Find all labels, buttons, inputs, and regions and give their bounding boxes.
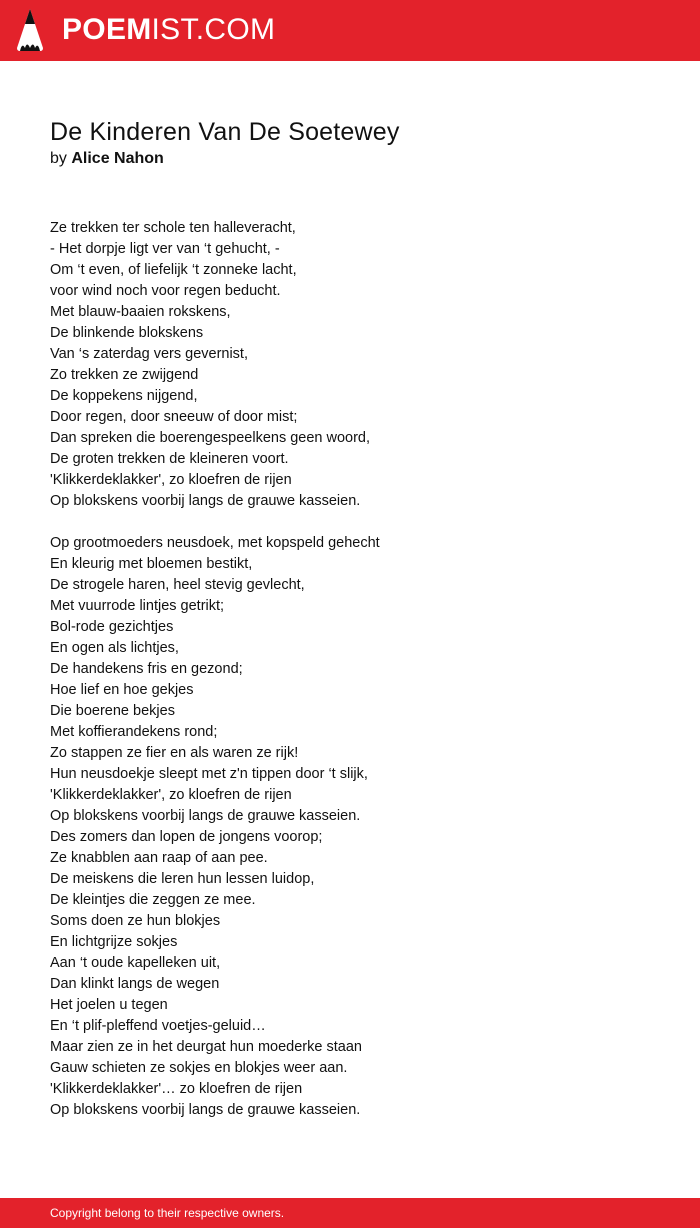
poem-stanza <box>50 533 670 1121</box>
poem-line: Op blokskens voorbij langs de grauwe kasseien. <box>50 1102 361 1118</box>
poem-title: De Kinderen Van De Soetewey <box>50 118 400 146</box>
poem-line: En ‘t plif-pleffend voetjes-geluid… <box>50 1018 266 1034</box>
copyright-notice: Copyright belong to their respective owners. <box>50 1206 285 1220</box>
site-logo[interactable] <box>62 12 275 48</box>
poem-line: De blinkende blokskens <box>50 325 204 341</box>
poem-line: Gauw schieten ze sokjes en blokjes weer aan. <box>50 1060 348 1076</box>
poem-line: Dan spreken die boerengespeelkens geen woord, <box>50 430 371 446</box>
site-header <box>0 0 700 61</box>
byline <box>50 149 164 169</box>
poem-line: Met koffierandekens rond; <box>50 724 218 740</box>
poem-line: De kleintjes die zeggen ze mee. <box>50 892 256 908</box>
logo-light-text: IST.COM <box>151 13 276 46</box>
poem-line: 'Klikkerdeklakker'… zo kloefren de rijen <box>50 1081 303 1097</box>
poem-line: Zo stappen ze fier en als waren ze rijk! <box>50 745 299 761</box>
logo-bold-text: POEM <box>62 13 152 46</box>
site-footer <box>0 1198 700 1228</box>
poem-line: - Het dorpje ligt ver van ‘t gehucht, - <box>50 241 280 257</box>
poem-line: voor wind noch voor regen beducht. <box>50 283 281 299</box>
poem-line: 'Klikkerdeklakker', zo kloefren de rijen <box>50 472 292 488</box>
poem-line: Op blokskens voorbij langs de grauwe kasseien. <box>50 493 361 509</box>
poem-line: Dan klinkt langs de wegen <box>50 976 220 992</box>
poem-line: Maar zien ze in het deurgat hun moederke staan <box>50 1039 362 1055</box>
poem-line: Die boerene bekjes <box>50 703 175 719</box>
poem-stanza <box>50 218 670 512</box>
poem-line: Zo trekken ze zwijgend <box>50 367 199 383</box>
poem-line: Van ‘s zaterdag vers gevernist, <box>50 346 248 362</box>
poem-line: De handekens fris en gezond; <box>50 661 243 677</box>
poem-line: Hoe lief en hoe gekjes <box>50 682 194 698</box>
poem-body <box>50 218 670 1142</box>
poem-line: En ogen als lichtjes, <box>50 640 179 656</box>
poem-line: Aan ‘t oude kapelleken uit, <box>50 955 221 971</box>
by-label: by <box>50 150 67 167</box>
poem-line: Bol-rode gezichtjes <box>50 619 174 635</box>
poem-line: Met blauw-baaien rokskens, <box>50 304 231 320</box>
poem-line: Op grootmoeders neusdoek, met kopspeld gehecht <box>50 535 380 551</box>
author-name: Alice Nahon <box>71 150 164 167</box>
poem-line: 'Klikkerdeklakker', zo kloefren de rijen <box>50 787 292 803</box>
poem-line: De koppekens nijgend, <box>50 388 198 404</box>
poem-line: En lichtgrijze sokjes <box>50 934 178 950</box>
poem-line: Des zomers dan lopen de jongens voorop; <box>50 829 323 845</box>
poem-line: Ze trekken ter schole ten halleveracht, <box>50 220 296 236</box>
poem-line: Op blokskens voorbij langs de grauwe kasseien. <box>50 808 361 824</box>
poem-line: Door regen, door sneeuw of door mist; <box>50 409 298 425</box>
pen-nib-icon <box>16 8 44 52</box>
poem-line: Met vuurrode lintjes getrikt; <box>50 598 225 614</box>
poem-line: De strogele haren, heel stevig gevlecht, <box>50 577 305 593</box>
poem-line: Ze knabblen aan raap of aan pee. <box>50 850 268 866</box>
poem-line: Om ‘t even, of liefelijk ‘t zonneke lacht, <box>50 262 297 278</box>
poem-line: Hun neusdoekje sleept met z'n tippen door ‘t slijk, <box>50 766 368 782</box>
poem-line: En kleurig met bloemen bestikt, <box>50 556 253 572</box>
poem-line: De meiskens die leren hun lessen luidop, <box>50 871 315 887</box>
poem-line: De groten trekken de kleineren voort. <box>50 451 289 467</box>
poem-line: Het joelen u tegen <box>50 997 168 1013</box>
poem-line: Soms doen ze hun blokjes <box>50 913 221 929</box>
